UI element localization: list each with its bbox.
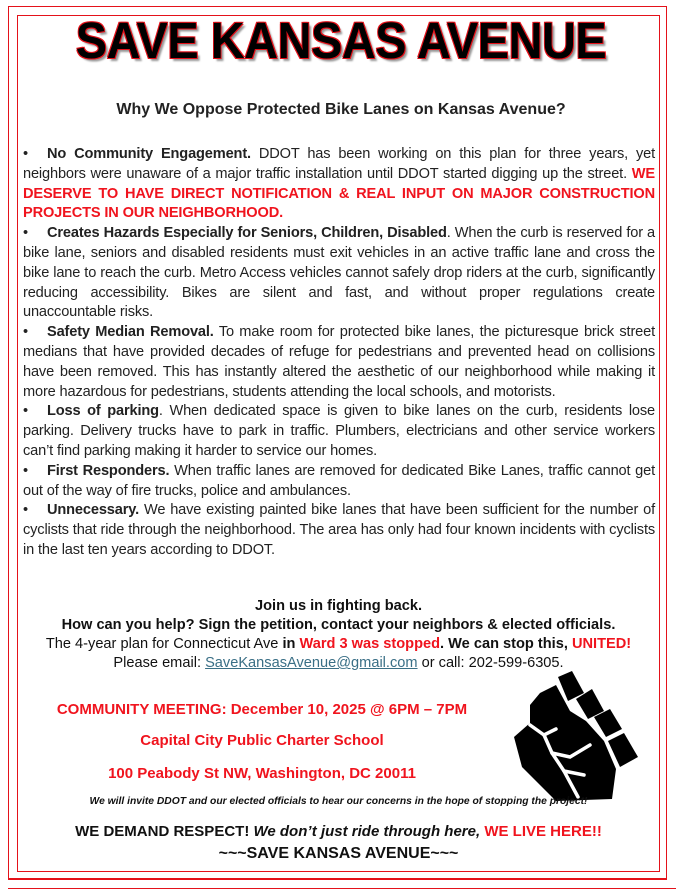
meeting-address: 100 Peabody St NW, Washington, DC 20011 — [108, 765, 416, 782]
point-text: To make room for protected bike lanes, the picturesque brick street medians that have provided decades of refuge for pedestrians and prevented head on collisions have been removed. This has instantly altered the aesthetic of our neighborhood while making it more hazardous for pedestrians, students attending the local schools, and motorists. — [23, 324, 655, 400]
point-unnecessary — [23, 501, 655, 560]
bottom-rule — [8, 888, 676, 889]
demand-line — [17, 823, 660, 840]
point-emphasis: WE DESERVE TO HAVE DIRECT NOTIFICATION & REAL INPUT ON MAJOR CONSTRUCTION PROJECTS IN OUR NEIGHBORHOOD. — [23, 165, 655, 222]
meeting-date: COMMUNITY MEETING: December 10, 2025 @ 6PM – 7PM — [56, 701, 468, 718]
email-link[interactable]: SaveKansasAvenue@gmail.com — [205, 655, 418, 671]
cta-ward-in: in — [282, 636, 300, 652]
demand-live-here: WE LIVE HERE!! — [484, 823, 602, 840]
point-heading: Creates Hazards Especially for Seniors, Children, Disabled — [47, 225, 447, 242]
cta-phone: or call: 202-599-6305. — [417, 655, 564, 671]
bullet-icon: • — [23, 146, 28, 162]
bullet-icon: • — [23, 403, 28, 420]
point-hazards — [23, 224, 655, 323]
point-heading: First Responders. — [47, 462, 170, 479]
cta-email-label: Please email: — [113, 655, 206, 671]
footer-slogan: ~~~SAVE KANSAS AVENUE~~~ — [218, 845, 459, 862]
demand-ride-through: We don’t just ride through here, — [253, 823, 485, 840]
cta-line-join: Join us in fighting back. — [254, 598, 423, 614]
bullet-icon: • — [23, 462, 28, 479]
demand-respect: WE DEMAND RESPECT! — [75, 823, 254, 840]
cta-united: UNITED! — [571, 636, 632, 652]
point-parking — [23, 402, 655, 461]
point-median-removal — [23, 323, 655, 402]
point-heading: Safety Median Removal. — [47, 324, 214, 341]
flyer-subtitle: Why We Oppose Protected Bike Lanes on Kansas Avenue? — [116, 101, 566, 118]
point-first-responders — [23, 462, 655, 502]
point-heading: Unnecessary. — [47, 502, 140, 519]
bullet-icon: • — [23, 502, 28, 519]
point-heading: Loss of parking — [47, 403, 159, 420]
raised-fist-icon — [500, 671, 640, 801]
point-text: DDOT has been working on this plan for three years, yet neighbors were unaware of a major traffic installation until DDOT started digging up the street. — [23, 146, 655, 182]
point-text: . When dedicated space is given to bike lanes on the curb, residents lose parking. Delivery trucks have to park in traffic. Plumbers, electricians and other service workers can’t find parking making it harder to service our homes. — [23, 403, 655, 459]
point-heading: No Community Engagement. — [47, 146, 251, 162]
meeting-venue: Capital City Public Charter School — [140, 732, 384, 749]
cta-ward-stopped: Ward 3 was stopped — [299, 636, 441, 652]
cta-ward-text: The 4-year plan for Connecticut Ave — [45, 636, 283, 652]
points-list — [23, 145, 655, 561]
bullet-icon: • — [23, 324, 28, 341]
cta-ward-stop-this: . We can stop this, — [440, 636, 572, 652]
point-text: We have existing painted bike lanes that have been sufficient for the number of cyclists that ride through the neighborhood. The area has only had four known incidents with cyclists in the last ten years according to DDOT. — [23, 502, 655, 558]
point-text: . When the curb is reserved for a bike lane, seniors and disabled residents must exit vehicles in an active traffic lane and cross the bike lane to reach the curb. Metro Access vehicles cannot safely drop riders at the curb, significantly reducing accessibility. Bikes are silent and fast, and without proper regulations create unaccountable risks. — [23, 225, 655, 321]
call-to-action — [17, 597, 660, 673]
invite-note: We will invite DDOT and our elected officials to hear our concerns in the hope of stopping the project! — [89, 796, 588, 807]
bullet-icon: • — [23, 225, 28, 242]
cta-line-ward — [17, 635, 660, 654]
point-text: When traffic lanes are removed for dedicated Bike Lanes, traffic cannot get out of the way of fire trucks, police and ambulances. — [23, 462, 656, 499]
point-community-engagement — [23, 145, 655, 224]
cta-line-help: How can you help? Sign the petition, contact your neighbors & elected officials. — [61, 617, 616, 633]
flyer-title: SAVE KANSAS AVENUE — [75, 12, 607, 69]
